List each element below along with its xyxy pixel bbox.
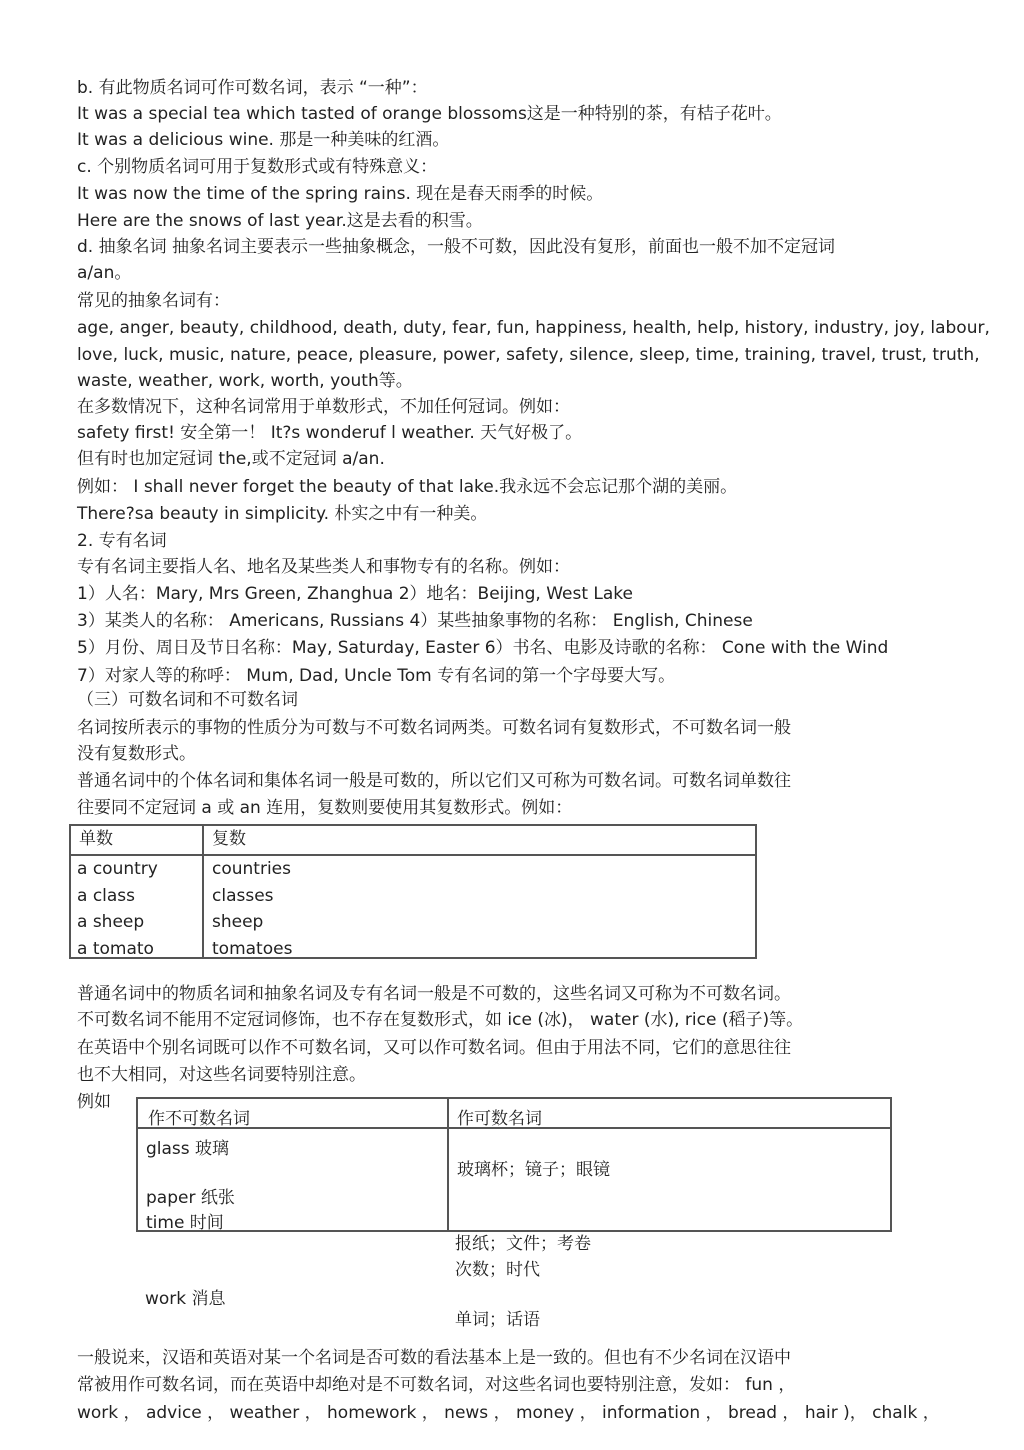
section-heading: （三）可数名词和不可数名词 [77, 690, 298, 710]
overflow-cell: 次数；时代 [455, 1260, 540, 1280]
text-line: There?sa beauty in simplicity. 朴实之中有一种美。 [77, 504, 488, 524]
table-header-countable: 作可数名词 [457, 1109, 542, 1129]
text-line: 专有名词主要指人名、地名及某些类人和事物专有的名称。例如： [77, 557, 570, 577]
table-cell: 玻璃杯；镜子；眼镜 [457, 1160, 610, 1180]
table-header-uncountable: 作不可数名词 [148, 1109, 250, 1129]
table-cell: a class [77, 886, 136, 906]
text-line: 常被用作可数名词，而在英语中却绝对是不可数名词，对这些名词也要特别注意，发如： fun ， [77, 1375, 796, 1395]
table-cell: a sheep [77, 912, 145, 932]
text-line: c. 个别物质名词可用于复数形式或有特殊意义： [77, 157, 438, 177]
text-line: 在多数情况下，这种名词常用于单数形式，不加任何冠词。例如： [77, 397, 570, 417]
text-line: 不可数名词不能用不定冠词修饰，也不存在复数形式，如 ice (冰)， water (水), rice (稻子)等。 [77, 1010, 804, 1030]
text-line: safety first! 安全第一！ It?s wonderuf l weather. 天气好极了。 [77, 423, 583, 443]
countable-uncountable-table [136, 1097, 892, 1232]
text-line: waste, weather, work, worth, youth等。 [77, 371, 413, 391]
text-line: age, anger, beauty, childhood, death, duty, fear, fun, happiness, health, help, history, industry, joy, labour, [77, 318, 990, 338]
overflow-cell: work 消息 [145, 1289, 226, 1309]
table-cell: time 时间 [146, 1213, 224, 1233]
text-line: 普通名词中的物质名词和抽象名词及专有名词一般是不可数的，这些名词又可称为不可数名词。 [77, 984, 791, 1004]
text-line: 但有时也加定冠词 the,或不定冠词 a/an. [77, 449, 385, 469]
text-line: 在英语中个别名词既可以作不可数名词，又可以作可数名词。但由于用法不同，它们的意思往往 [77, 1038, 791, 1058]
table-cell: classes [212, 886, 274, 906]
singular-plural-table [69, 824, 757, 959]
text-line: 往要同不定冠词 a 或 an 连用，复数则要使用其复数形式。例如： [77, 798, 573, 818]
text-line: 也不大相同，对这些名词要特别注意。 [77, 1065, 366, 1085]
section-heading: 2. 专有名词 [77, 531, 167, 551]
text-line: love, luck, music, nature, peace, pleasure, power, safety, silence, sleep, time, training, travel, trust, truth, [77, 345, 980, 365]
text-line: a/an。 [77, 263, 132, 283]
table-column-divider [202, 826, 204, 957]
text-line: It was a delicious wine. 那是一种美味的红酒。 [77, 130, 450, 150]
text-line: 常见的抽象名词有： [77, 291, 230, 311]
table-header-row [71, 826, 755, 856]
text-line: 5）月份、周日及节日名称：May, Saturday, Easter 6）书名、电影及诗歌的名称： Cone with the Wind [77, 638, 889, 658]
text-line: 普通名词中的个体名词和集体名词一般是可数的，所以它们又可称为可数名词。可数名词单数往 [77, 771, 791, 791]
table-header-plural: 复数 [212, 829, 246, 849]
text-line: Here are the snows of last year.这是去看的积雪。 [77, 211, 483, 231]
example-label: 例如 [77, 1092, 111, 1112]
text-line: work ， advice ， weather ， homework ， news ， money ， information ， bread ， hair )， chalk ， [77, 1403, 940, 1423]
text-line: It was a special tea which tasted of orange blossoms这是一种特别的茶，有桔子花叶。 [77, 104, 782, 124]
table-cell: countries [212, 859, 291, 879]
table-column-divider [447, 1099, 449, 1230]
text-line: 3）某类人的名称： Americans, Russians 4）某些抽象事物的名称： English, Chinese [77, 611, 753, 631]
text-line: b. 有此物质名词可作可数名词，表示 “一种”： [77, 78, 428, 98]
text-line: d. 抽象名词 抽象名词主要表示一些抽象概念，一般不可数，因此没有复形，前面也一般不加不定冠词 [77, 237, 836, 257]
text-line: 名词按所表示的事物的性质分为可数与不可数名词两类。可数名词有复数形式，不可数名词一般 [77, 718, 791, 738]
overflow-cell: 报纸；文件；考卷 [455, 1234, 591, 1254]
text-line: 1）人名：Mary, Mrs Green, Zhanghua 2）地名：Beijing, West Lake [77, 584, 634, 604]
table-cell: tomatoes [212, 939, 293, 959]
table-cell: glass 玻璃 [146, 1139, 230, 1159]
table-cell: a country [77, 859, 158, 879]
table-cell: paper 纸张 [146, 1188, 235, 1208]
overflow-cell: 单词；话语 [455, 1310, 540, 1330]
text-line: It was now the time of the spring rains. 现在是春天雨季的时候。 [77, 184, 604, 204]
text-line: 7）对家人等的称呼： Mum, Dad, Uncle Tom 专有名词的第一个字母要大写。 [77, 666, 676, 686]
text-line: 一般说来，汉语和英语对某一个名词是否可数的看法基本上是一致的。但也有不少名词在汉语中 [77, 1348, 791, 1368]
text-line: 例如： I shall never forget the beauty of that lake.我永远不会忘记那个湖的美丽。 [77, 477, 738, 497]
table-cell: sheep [212, 912, 264, 932]
text-line: 没有复数形式。 [77, 744, 196, 764]
table-cell: a tomato [77, 939, 154, 959]
table-header-singular: 单数 [79, 829, 113, 849]
